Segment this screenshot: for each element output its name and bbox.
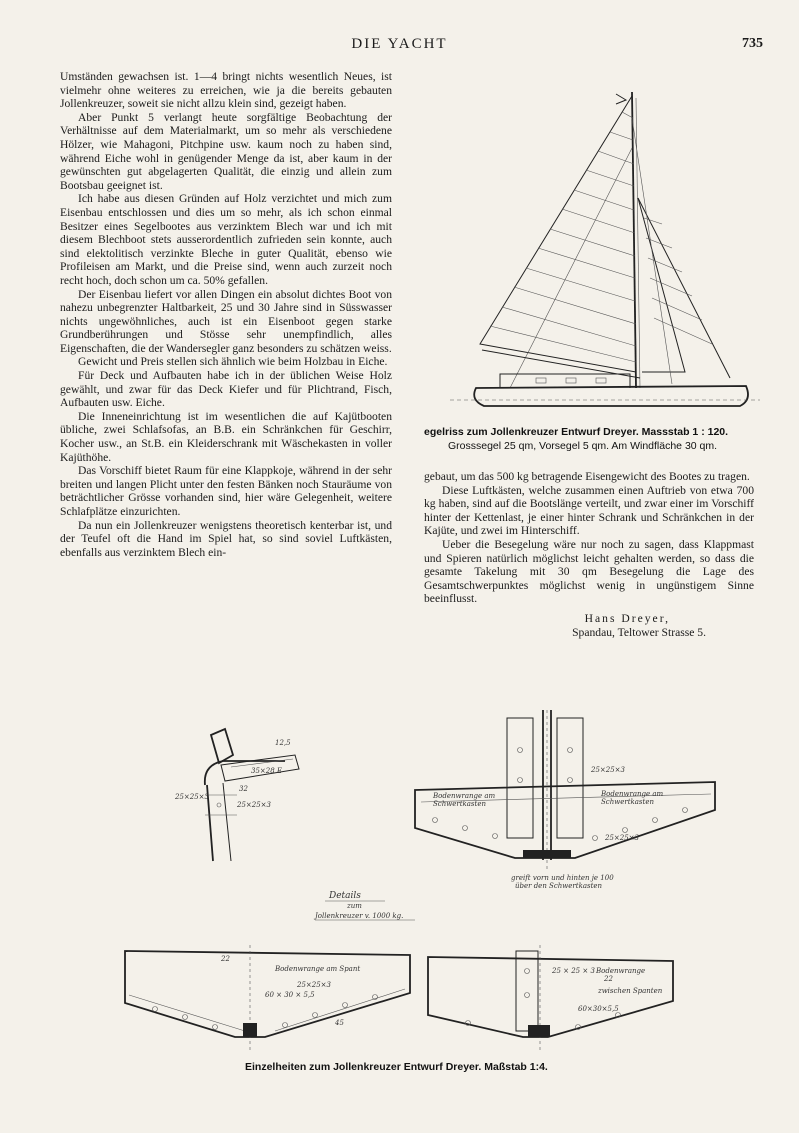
deck-edge-detail (175, 725, 335, 865)
svg-text:35×28 E: 35×28 E (251, 767, 283, 775)
left-text-column (60, 70, 392, 559)
sail-plan-caption-line1: egelriss zum Jollenkreuzer Entwurf Dreyer. Massstab 1 : 120. (424, 426, 729, 438)
details-caption: Einzelheiten zum Jollenkreuzer Entwurf Dreyer. Maßstab 1:4. (245, 1061, 548, 1073)
details-title: Details (329, 891, 361, 901)
paragraph: Die Inneneinrichtung ist im wesentlichen die auf Kajütbooten übliche, zwei Schlafsofas, an B.B. ein Schränkchen für Geschirr, Kocher usw., an St.B. ein Kleiderschrank mit Wäschekasten in voller Kajüthöhe. (60, 409, 392, 464)
sail-plan-caption-line2: Grosssegel 25 qm, Vorsegel 5 qm. Am Windfläche 30 qm. (448, 440, 718, 452)
paragraph: Da nun ein Jollenkreuzer wenigstens theoretisch kenterbar ist, und der Teufel oft die Hand im Spiel hat, so sind soviel Luftkästen, ebenfalls aus verzinktem Blech ein- (60, 518, 392, 559)
svg-text:Schwertkasten: Schwertkasten (433, 800, 486, 808)
svg-text:60×30×5,5: 60×30×5,5 (578, 1005, 619, 1013)
svg-text:25×25×3: 25×25×3 (175, 793, 209, 801)
svg-text:Bodenwrange: Bodenwrange (596, 967, 646, 975)
paragraph: Ueber die Besegelung wäre nur noch zu sagen, dass Klappmast und Spieren natürlich möglichst leicht gehalten werden, so dass die gesamte Takelung mit 30 qm Besegelung die Lage des Gesamtschwerpunktes möglichst wenig in ungünstigem Sinne beeinflusst. (424, 537, 754, 606)
sail-plan-drawing (440, 88, 770, 418)
svg-text:25×25×3: 25×25×3 (591, 766, 625, 774)
svg-text:Bodenwrange am: Bodenwrange am (433, 792, 496, 800)
sail-plan-caption (424, 425, 764, 453)
paragraph: Für Deck und Aufbauten habe ich in der üblichen Weise Holz gewählt, und zwar für das Deck Kiefer und für Plichtrand, Fisch, Aufbauten usw. Eiche. (60, 369, 392, 410)
paragraph: Umständen gewachsen ist. 1—4 bringt nichts wesentlich Neues, ist vielmehr ohne weiteres zu erreichen, wie ja die bereits gebauten Jollenkreuzer, soweit sie nicht allzu klein sind, gezeigt haben. (60, 70, 392, 111)
svg-text:Schwertkasten: Schwertkasten (601, 798, 654, 806)
paragraph: Das Vorschiff bietet Raum für eine Klappkoje, während in der sehr breiten und langen Plicht unter den festen Bänken noch Stauräume von beträchtlicher Grösse vorhanden sind, hier wäre Gelegenheit, weitere Schlafplätze einzurichten. (60, 464, 392, 518)
dim-label: 25 × 25 × 3 (552, 967, 595, 975)
paragraph: Aber Punkt 5 verlangt heute sorgfältige Beobachtung der Verhältnisse auf dem Materialmarkt, um so mehr als verschiedene Hölzer, wie Mahagoni, Pitchpine usw. kaum noch zu haben sind, während Eiche wohl in genügender Menge da ist, aber kaum in der gewünschten gut abgelagerten Qualität, die einzig und allein zum Bootsbau geeignet ist. (60, 110, 392, 192)
svg-text:45: 45 (335, 1019, 344, 1027)
svg-text:22: 22 (221, 955, 230, 963)
author-address: Spandau, Teltower Strasse 5. (572, 625, 706, 639)
details-subtitle2: Jollenkreuzer v. 1000 kg. (315, 912, 404, 920)
details-subtitle: zum (347, 902, 362, 910)
page-number: 735 (742, 36, 763, 51)
svg-text:25×25×3: 25×25×3 (297, 981, 331, 989)
floor-at-frame-detail (125, 945, 415, 1055)
svg-text:12,5: 12,5 (275, 739, 291, 747)
svg-text:32: 32 (239, 785, 248, 793)
page-header-title: DIE YACHT (351, 36, 448, 52)
paragraph: Ich habe aus diesen Gründen auf Holz verzichtet und mich zum Eisenbau entschlossen und dies um so mehr, als ich schon einmal Besitzer eines Segelbootes aus verzinktem Blech war und ich mit diesem Blechboot stets ausserordentlich zufrieden sein konnte, auch sind elektolitisch verzinkte Bleche in guter Qualität, ebenso wie Profileisen am Markt, und die Preise sind, wenn auch zurzeit noch recht hoch, doch schon um ca. 50% gefallen. (60, 192, 392, 287)
floor-label-a: Bodenwrange am Spant (275, 965, 361, 973)
rivets (466, 969, 621, 1030)
paragraph: Gewicht und Preis stellen sich ähnlich wie beim Holzbau in Eiche. (78, 355, 388, 369)
dim-label: 60 × 30 × 5,5 (265, 991, 315, 999)
svg-text:25×25×3: 25×25×3 (605, 834, 639, 842)
author-name: Hans Dreyer, (584, 611, 670, 625)
svg-text:zwischen Spanten: zwischen Spanten (598, 987, 663, 995)
svg-text:22: 22 (604, 975, 613, 983)
floor-between-frames-detail (428, 945, 678, 1055)
svg-text:greift vorn und hinten je 100: greift vorn und hinten je 100 (511, 874, 614, 882)
paragraph: gebaut, um das 500 kg betragende Eisengewicht des Bootes zu tragen. (424, 470, 750, 483)
svg-text:über den Schwertkasten: über den Schwertkasten (515, 882, 603, 890)
right-text-column (424, 470, 754, 639)
paragraph: Der Eisenbau liefert vor allen Dingen ein absolut dichtes Boot von nahezu unbegrenzter Haltbarkeit, 25 und 30 Jahre sind in Süsswasser nichts ungewöhnliches, auch ist ein Eisenboot gegen starke Grundberührungen und Stösse sehr unempfindlich, alles Eigenschaften, die der Wandersegler ganz besonders zu schätzen weiss. (60, 287, 392, 355)
svg-text:25×25×3: 25×25×3 (237, 801, 271, 809)
paragraph: Diese Luftkästen, welche zusammen einen Auftrieb von etwa 700 kg haben, sind auf die Bootslänge verteilt, und zwar einer im Vorschiff hinter der Kettenlast, je einer hinter Schrank und Schränkchen in der Kajüte, und zwei im Hinterschiff. (424, 483, 754, 538)
centreboard-floor-detail (415, 710, 755, 895)
details-title-block (315, 888, 435, 928)
sail-seams (490, 112, 712, 362)
svg-text:Bodenwrange am: Bodenwrange am (601, 790, 664, 798)
